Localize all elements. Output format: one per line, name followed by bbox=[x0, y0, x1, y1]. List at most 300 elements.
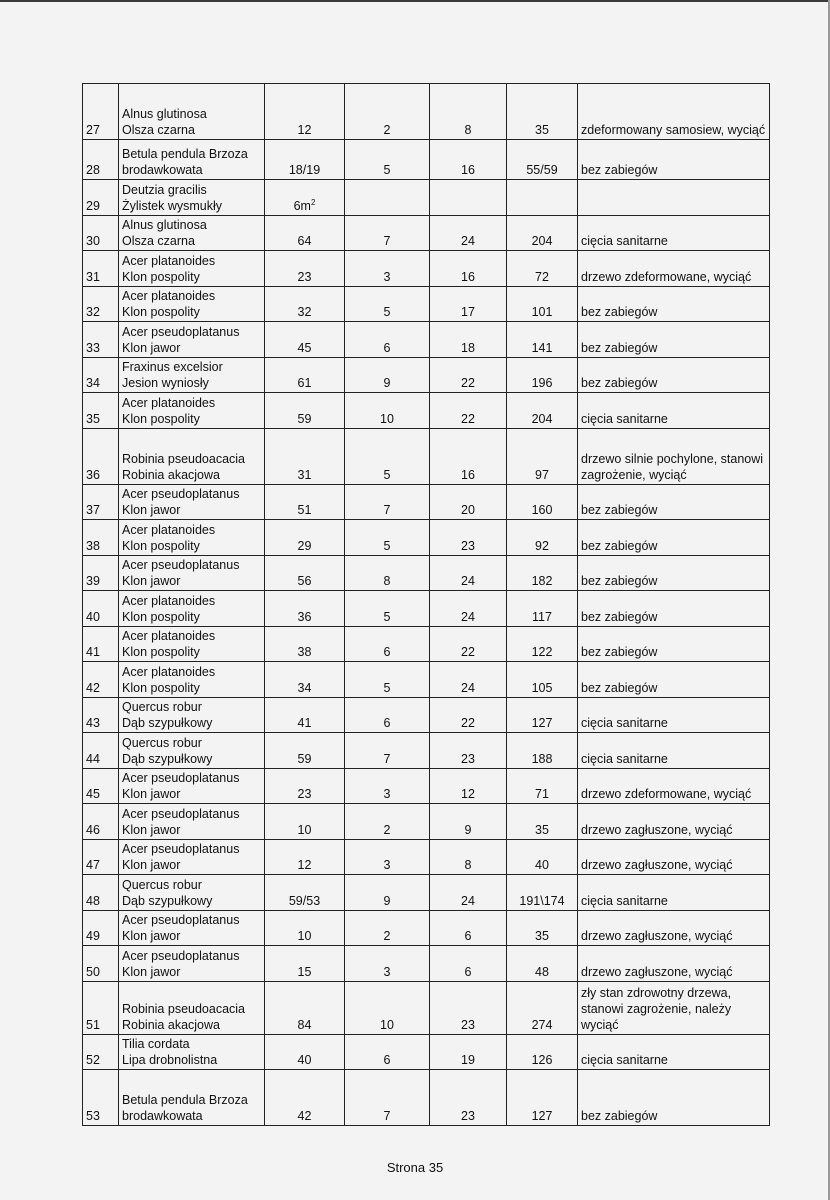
circumference-cell: 141 bbox=[507, 322, 578, 358]
table-row bbox=[83, 1070, 770, 1126]
polish-name: Lipa drobnolistna bbox=[122, 1053, 218, 1067]
latin-name: Acer platanoides bbox=[122, 594, 216, 608]
tree-height-cell: 23 bbox=[430, 733, 507, 769]
circumference-cell: 191\174 bbox=[507, 875, 578, 911]
trunk-diameter-cell bbox=[265, 662, 345, 698]
tree-height-cell: 16 bbox=[430, 251, 507, 287]
trunk-diameter-cell bbox=[265, 180, 345, 216]
species-cell bbox=[119, 520, 265, 556]
crown-width-cell: 10 bbox=[345, 393, 430, 429]
polish-name: Klon jawor bbox=[122, 341, 181, 355]
tree-number-cell: 45 bbox=[83, 769, 119, 804]
tree-inventory-table bbox=[82, 83, 770, 1126]
tree-number-cell: 52 bbox=[83, 1035, 119, 1070]
table-row bbox=[83, 251, 770, 287]
circumference-cell: 105 bbox=[507, 662, 578, 698]
circumference-cell: 127 bbox=[507, 1070, 578, 1126]
table-row bbox=[83, 520, 770, 556]
tree-height-cell: 23 bbox=[430, 1070, 507, 1126]
tree-number-cell: 40 bbox=[83, 591, 119, 627]
species-cell bbox=[119, 485, 265, 520]
latin-name: Acer platanoides bbox=[122, 396, 216, 410]
species-cell bbox=[119, 216, 265, 251]
recommendation-cell: bez zabiegów bbox=[578, 322, 770, 358]
tree-height-cell: 24 bbox=[430, 591, 507, 627]
tree-number-cell: 46 bbox=[83, 804, 119, 840]
crown-width-cell: 5 bbox=[345, 287, 430, 322]
recommendation-cell: cięcia sanitarne bbox=[578, 698, 770, 733]
table-row bbox=[83, 982, 770, 1035]
table-row bbox=[83, 733, 770, 769]
trunk-diameter-cell bbox=[265, 429, 345, 485]
crown-width-cell: 9 bbox=[345, 358, 430, 393]
crown-width-cell: 6 bbox=[345, 698, 430, 733]
polish-name: Klon jawor bbox=[122, 574, 181, 588]
table-row bbox=[83, 287, 770, 322]
diameter-value: 42 bbox=[297, 1109, 312, 1123]
recommendation-cell: bez zabiegów bbox=[578, 287, 770, 322]
diameter-value: 10 bbox=[297, 929, 312, 943]
diameter-value: 59 bbox=[297, 752, 312, 766]
polish-name: Klon jawor bbox=[122, 503, 181, 517]
trunk-diameter-cell bbox=[265, 1035, 345, 1070]
polish-name: Olsza czarna bbox=[122, 234, 195, 248]
tree-number-cell: 44 bbox=[83, 733, 119, 769]
diameter-value: 23 bbox=[297, 270, 312, 284]
recommendation-cell: drzewo zagłuszone, wyciąć bbox=[578, 804, 770, 840]
circumference-cell: 182 bbox=[507, 556, 578, 591]
tree-height-cell: 23 bbox=[430, 982, 507, 1035]
species-cell bbox=[119, 180, 265, 216]
recommendation-cell: bez zabiegów bbox=[578, 556, 770, 591]
table-row bbox=[83, 698, 770, 733]
table-row bbox=[83, 485, 770, 520]
latin-name: Quercus robur bbox=[122, 878, 202, 892]
tree-number-cell: 47 bbox=[83, 840, 119, 875]
tree-height-cell: 22 bbox=[430, 698, 507, 733]
polish-name: Klon pospolity bbox=[122, 305, 200, 319]
crown-width-cell: 2 bbox=[345, 84, 430, 140]
tree-number-cell: 48 bbox=[83, 875, 119, 911]
diameter-value: 31 bbox=[297, 468, 312, 482]
tree-height-cell: 8 bbox=[430, 84, 507, 140]
polish-name: Robinia akacjowa bbox=[122, 1018, 220, 1032]
recommendation-cell: bez zabiegów bbox=[578, 1070, 770, 1126]
crown-width-cell: 7 bbox=[345, 1070, 430, 1126]
diameter-value: 45 bbox=[297, 341, 312, 355]
polish-name: Klon pospolity bbox=[122, 645, 200, 659]
diameter-value: 29 bbox=[297, 539, 312, 553]
species-cell bbox=[119, 393, 265, 429]
tree-number-cell: 37 bbox=[83, 485, 119, 520]
latin-name: Acer pseudoplatanus bbox=[122, 842, 240, 856]
species-cell bbox=[119, 140, 265, 180]
trunk-diameter-cell bbox=[265, 911, 345, 946]
table-row bbox=[83, 875, 770, 911]
circumference-cell: 188 bbox=[507, 733, 578, 769]
trunk-diameter-cell bbox=[265, 698, 345, 733]
crown-width-cell: 7 bbox=[345, 485, 430, 520]
tree-height-cell: 23 bbox=[430, 520, 507, 556]
diameter-value: 32 bbox=[297, 305, 312, 319]
latin-name: Alnus glutinosa bbox=[122, 107, 207, 121]
diameter-value: 40 bbox=[297, 1053, 312, 1067]
diameter-value: 18/19 bbox=[288, 163, 321, 177]
recommendation-cell: bez zabiegów bbox=[578, 140, 770, 180]
species-cell bbox=[119, 251, 265, 287]
latin-name: Acer pseudoplatanus bbox=[122, 558, 240, 572]
circumference-cell: 92 bbox=[507, 520, 578, 556]
crown-width-cell: 9 bbox=[345, 875, 430, 911]
latin-name: Quercus robur bbox=[122, 736, 202, 750]
trunk-diameter-cell bbox=[265, 358, 345, 393]
trunk-diameter-cell bbox=[265, 875, 345, 911]
tree-number-cell: 42 bbox=[83, 662, 119, 698]
crown-width-cell bbox=[345, 180, 430, 216]
polish-name: brodawkowata bbox=[122, 163, 203, 177]
recommendation-cell: bez zabiegów bbox=[578, 358, 770, 393]
latin-name: Fraxinus excelsior bbox=[122, 360, 223, 374]
tree-height-cell: 22 bbox=[430, 627, 507, 662]
crown-width-cell: 8 bbox=[345, 556, 430, 591]
table-row bbox=[83, 358, 770, 393]
trunk-diameter-cell bbox=[265, 520, 345, 556]
table-row bbox=[83, 804, 770, 840]
polish-name: Olsza czarna bbox=[122, 123, 195, 137]
diameter-value: 15 bbox=[297, 965, 312, 979]
recommendation-cell: bez zabiegów bbox=[578, 520, 770, 556]
page-number: Strona 35 bbox=[386, 1160, 444, 1175]
species-cell bbox=[119, 804, 265, 840]
circumference-cell: 117 bbox=[507, 591, 578, 627]
tree-number-cell: 31 bbox=[83, 251, 119, 287]
species-cell bbox=[119, 733, 265, 769]
crown-width-cell: 5 bbox=[345, 662, 430, 698]
species-cell bbox=[119, 358, 265, 393]
circumference-cell: 48 bbox=[507, 946, 578, 982]
circumference-cell bbox=[507, 180, 578, 216]
latin-name: Acer pseudoplatanus bbox=[122, 325, 240, 339]
diameter-value: 12 bbox=[297, 123, 312, 137]
species-cell bbox=[119, 698, 265, 733]
table-row bbox=[83, 180, 770, 216]
tree-number-cell: 27 bbox=[83, 84, 119, 140]
circumference-cell: 35 bbox=[507, 84, 578, 140]
crown-width-cell: 7 bbox=[345, 216, 430, 251]
crown-width-cell: 3 bbox=[345, 946, 430, 982]
area-unit-exponent: 2 bbox=[310, 197, 316, 207]
tree-height-cell: 20 bbox=[430, 485, 507, 520]
table-row bbox=[83, 627, 770, 662]
recommendation-cell: drzewo silnie pochylone, stanowi zagrożenie, wyciąć bbox=[578, 429, 770, 485]
recommendation-cell bbox=[578, 180, 770, 216]
circumference-cell: 122 bbox=[507, 627, 578, 662]
trunk-diameter-cell bbox=[265, 322, 345, 358]
trunk-diameter-cell bbox=[265, 485, 345, 520]
polish-name: Klon jawor bbox=[122, 858, 181, 872]
recommendation-cell: cięcia sanitarne bbox=[578, 393, 770, 429]
latin-name: Acer pseudoplatanus bbox=[122, 487, 240, 501]
trunk-diameter-cell bbox=[265, 251, 345, 287]
recommendation-cell: zły stan zdrowotny drzewa, stanowi zagrożenie, należy wyciąć bbox=[578, 982, 770, 1035]
recommendation-cell: drzewo zagłuszone, wyciąć bbox=[578, 911, 770, 946]
trunk-diameter-cell bbox=[265, 982, 345, 1035]
tree-number-cell: 28 bbox=[83, 140, 119, 180]
circumference-cell: 204 bbox=[507, 216, 578, 251]
polish-name: Żylistek wysmukły bbox=[122, 199, 223, 213]
table-row bbox=[83, 946, 770, 982]
table-row bbox=[83, 140, 770, 180]
tree-number-cell: 39 bbox=[83, 556, 119, 591]
table-row bbox=[83, 556, 770, 591]
diameter-value: 51 bbox=[297, 503, 312, 517]
tree-number-cell: 32 bbox=[83, 287, 119, 322]
recommendation-cell: cięcia sanitarne bbox=[578, 875, 770, 911]
table-row bbox=[83, 911, 770, 946]
polish-name: Dąb szypułkowy bbox=[122, 752, 213, 766]
circumference-cell: 274 bbox=[507, 982, 578, 1035]
tree-number-cell: 41 bbox=[83, 627, 119, 662]
species-cell bbox=[119, 429, 265, 485]
polish-name: Klon pospolity bbox=[122, 412, 200, 426]
species-cell bbox=[119, 769, 265, 804]
trunk-diameter-cell bbox=[265, 216, 345, 251]
trunk-diameter-cell bbox=[265, 733, 345, 769]
species-cell bbox=[119, 556, 265, 591]
tree-number-cell: 30 bbox=[83, 216, 119, 251]
trunk-diameter-cell bbox=[265, 140, 345, 180]
circumference-cell: 97 bbox=[507, 429, 578, 485]
tree-height-cell bbox=[430, 180, 507, 216]
circumference-cell: 160 bbox=[507, 485, 578, 520]
tree-height-cell: 9 bbox=[430, 804, 507, 840]
recommendation-cell: cięcia sanitarne bbox=[578, 216, 770, 251]
species-cell bbox=[119, 662, 265, 698]
polish-name: Klon pospolity bbox=[122, 539, 200, 553]
crown-width-cell: 2 bbox=[345, 804, 430, 840]
crown-width-cell: 6 bbox=[345, 627, 430, 662]
polish-name: Klon pospolity bbox=[122, 270, 200, 284]
table-row bbox=[83, 216, 770, 251]
table-row bbox=[83, 769, 770, 804]
species-cell bbox=[119, 287, 265, 322]
polish-name: Jesion wyniosły bbox=[122, 376, 209, 390]
tree-number-cell: 29 bbox=[83, 180, 119, 216]
crown-width-cell: 7 bbox=[345, 733, 430, 769]
crown-width-cell: 3 bbox=[345, 840, 430, 875]
latin-name: Acer platanoides bbox=[122, 665, 216, 679]
tree-height-cell: 19 bbox=[430, 1035, 507, 1070]
table-row bbox=[83, 662, 770, 698]
trunk-diameter-cell bbox=[265, 946, 345, 982]
trunk-diameter-cell bbox=[265, 804, 345, 840]
tree-number-cell: 49 bbox=[83, 911, 119, 946]
table-row bbox=[83, 429, 770, 485]
tree-number-cell: 34 bbox=[83, 358, 119, 393]
diameter-value: 12 bbox=[297, 858, 312, 872]
trunk-diameter-cell bbox=[265, 627, 345, 662]
diameter-value: 61 bbox=[297, 376, 312, 390]
diameter-value: 36 bbox=[297, 610, 312, 624]
tree-height-cell: 6 bbox=[430, 946, 507, 982]
recommendation-cell: drzewo zdeformowane, wyciąć bbox=[578, 769, 770, 804]
recommendation-cell: bez zabiegów bbox=[578, 485, 770, 520]
circumference-cell: 196 bbox=[507, 358, 578, 393]
trunk-diameter-cell bbox=[265, 287, 345, 322]
species-cell bbox=[119, 84, 265, 140]
diameter-value: 23 bbox=[297, 787, 312, 801]
latin-name: Alnus glutinosa bbox=[122, 218, 207, 232]
tree-height-cell: 24 bbox=[430, 216, 507, 251]
diameter-value: 6m bbox=[293, 199, 311, 213]
latin-name: Deutzia gracilis bbox=[122, 183, 207, 197]
latin-name: Robinia pseudoacacia bbox=[122, 452, 246, 466]
tree-number-cell: 51 bbox=[83, 982, 119, 1035]
table-row bbox=[83, 591, 770, 627]
diameter-value: 41 bbox=[297, 716, 312, 730]
circumference-cell: 55/59 bbox=[507, 140, 578, 180]
latin-name: Betula pendula Brzoza bbox=[122, 1093, 248, 1107]
polish-name: Klon jawor bbox=[122, 823, 181, 837]
recommendation-cell: cięcia sanitarne bbox=[578, 733, 770, 769]
trunk-diameter-cell bbox=[265, 591, 345, 627]
diameter-value: 84 bbox=[297, 1018, 312, 1032]
tree-number-cell: 38 bbox=[83, 520, 119, 556]
trunk-diameter-cell bbox=[265, 84, 345, 140]
species-cell bbox=[119, 1070, 265, 1126]
recommendation-cell: cięcia sanitarne bbox=[578, 1035, 770, 1070]
diameter-value: 10 bbox=[297, 823, 312, 837]
polish-name: brodawkowata bbox=[122, 1109, 203, 1123]
latin-name: Acer pseudoplatanus bbox=[122, 807, 240, 821]
circumference-cell: 204 bbox=[507, 393, 578, 429]
crown-width-cell: 5 bbox=[345, 140, 430, 180]
tree-height-cell: 24 bbox=[430, 875, 507, 911]
tree-height-cell: 24 bbox=[430, 556, 507, 591]
crown-width-cell: 5 bbox=[345, 591, 430, 627]
tree-height-cell: 12 bbox=[430, 769, 507, 804]
species-cell bbox=[119, 322, 265, 358]
crown-width-cell: 6 bbox=[345, 1035, 430, 1070]
tree-number-cell: 35 bbox=[83, 393, 119, 429]
latin-name: Acer pseudoplatanus bbox=[122, 949, 240, 963]
latin-name: Acer platanoides bbox=[122, 523, 216, 537]
tree-height-cell: 6 bbox=[430, 911, 507, 946]
tree-height-cell: 18 bbox=[430, 322, 507, 358]
circumference-cell: 101 bbox=[507, 287, 578, 322]
polish-name: Dąb szypułkowy bbox=[122, 716, 213, 730]
crown-width-cell: 5 bbox=[345, 520, 430, 556]
crown-width-cell: 5 bbox=[345, 429, 430, 485]
latin-name: Betula pendula Brzoza bbox=[122, 147, 248, 161]
tree-number-cell: 33 bbox=[83, 322, 119, 358]
polish-name: Robinia akacjowa bbox=[122, 468, 220, 482]
recommendation-cell: drzewo zagłuszone, wyciąć bbox=[578, 840, 770, 875]
latin-name: Robinia pseudoacacia bbox=[122, 1002, 246, 1016]
latin-name: Acer pseudoplatanus bbox=[122, 771, 240, 785]
crown-width-cell: 10 bbox=[345, 982, 430, 1035]
tree-height-cell: 17 bbox=[430, 287, 507, 322]
tree-height-cell: 16 bbox=[430, 140, 507, 180]
recommendation-cell: bez zabiegów bbox=[578, 662, 770, 698]
tree-table-body bbox=[83, 84, 770, 1126]
polish-name: Klon jawor bbox=[122, 929, 181, 943]
species-cell bbox=[119, 627, 265, 662]
diameter-value: 38 bbox=[297, 645, 312, 659]
species-cell bbox=[119, 840, 265, 875]
polish-name: Klon jawor bbox=[122, 787, 181, 801]
trunk-diameter-cell bbox=[265, 556, 345, 591]
recommendation-cell: zdeformowany samosiew, wyciąć bbox=[578, 84, 770, 140]
latin-name: Acer platanoides bbox=[122, 289, 216, 303]
circumference-cell: 35 bbox=[507, 804, 578, 840]
circumference-cell: 126 bbox=[507, 1035, 578, 1070]
crown-width-cell: 3 bbox=[345, 251, 430, 287]
species-cell bbox=[119, 875, 265, 911]
latin-name: Acer platanoides bbox=[122, 629, 216, 643]
crown-width-cell: 6 bbox=[345, 322, 430, 358]
polish-name: Klon pospolity bbox=[122, 681, 200, 695]
circumference-cell: 72 bbox=[507, 251, 578, 287]
crown-width-cell: 2 bbox=[345, 911, 430, 946]
species-cell bbox=[119, 946, 265, 982]
latin-name: Acer platanoides bbox=[122, 254, 216, 268]
recommendation-cell: bez zabiegów bbox=[578, 591, 770, 627]
polish-name: Dąb szypułkowy bbox=[122, 894, 213, 908]
species-cell bbox=[119, 591, 265, 627]
latin-name: Acer pseudoplatanus bbox=[122, 913, 240, 927]
scan-top-edge bbox=[0, 0, 830, 2]
diameter-value: 34 bbox=[297, 681, 312, 695]
species-cell bbox=[119, 982, 265, 1035]
tree-height-cell: 8 bbox=[430, 840, 507, 875]
diameter-value: 56 bbox=[297, 574, 312, 588]
tree-height-cell: 22 bbox=[430, 393, 507, 429]
tree-number-cell: 36 bbox=[83, 429, 119, 485]
recommendation-cell: drzewo zagłuszone, wyciąć bbox=[578, 946, 770, 982]
species-cell bbox=[119, 1035, 265, 1070]
tree-number-cell: 50 bbox=[83, 946, 119, 982]
trunk-diameter-cell bbox=[265, 1070, 345, 1126]
polish-name: Klon jawor bbox=[122, 965, 181, 979]
diameter-value: 64 bbox=[297, 234, 312, 248]
tree-height-cell: 16 bbox=[430, 429, 507, 485]
trunk-diameter-cell bbox=[265, 393, 345, 429]
circumference-cell: 35 bbox=[507, 911, 578, 946]
trunk-diameter-cell bbox=[265, 769, 345, 804]
circumference-cell: 127 bbox=[507, 698, 578, 733]
tree-height-cell: 22 bbox=[430, 358, 507, 393]
table-row bbox=[83, 1035, 770, 1070]
latin-name: Quercus robur bbox=[122, 700, 202, 714]
table-row bbox=[83, 322, 770, 358]
table-row bbox=[83, 393, 770, 429]
tree-number-cell: 43 bbox=[83, 698, 119, 733]
table-row bbox=[83, 84, 770, 140]
recommendation-cell: bez zabiegów bbox=[578, 627, 770, 662]
tree-number-cell: 53 bbox=[83, 1070, 119, 1126]
trunk-diameter-cell bbox=[265, 840, 345, 875]
tree-height-cell: 24 bbox=[430, 662, 507, 698]
recommendation-cell: drzewo zdeformowane, wyciąć bbox=[578, 251, 770, 287]
latin-name: Tilia cordata bbox=[122, 1037, 190, 1051]
crown-width-cell: 3 bbox=[345, 769, 430, 804]
polish-name: Klon pospolity bbox=[122, 610, 200, 624]
table-row bbox=[83, 840, 770, 875]
diameter-value: 59/53 bbox=[288, 894, 321, 908]
circumference-cell: 40 bbox=[507, 840, 578, 875]
diameter-value: 59 bbox=[297, 412, 312, 426]
